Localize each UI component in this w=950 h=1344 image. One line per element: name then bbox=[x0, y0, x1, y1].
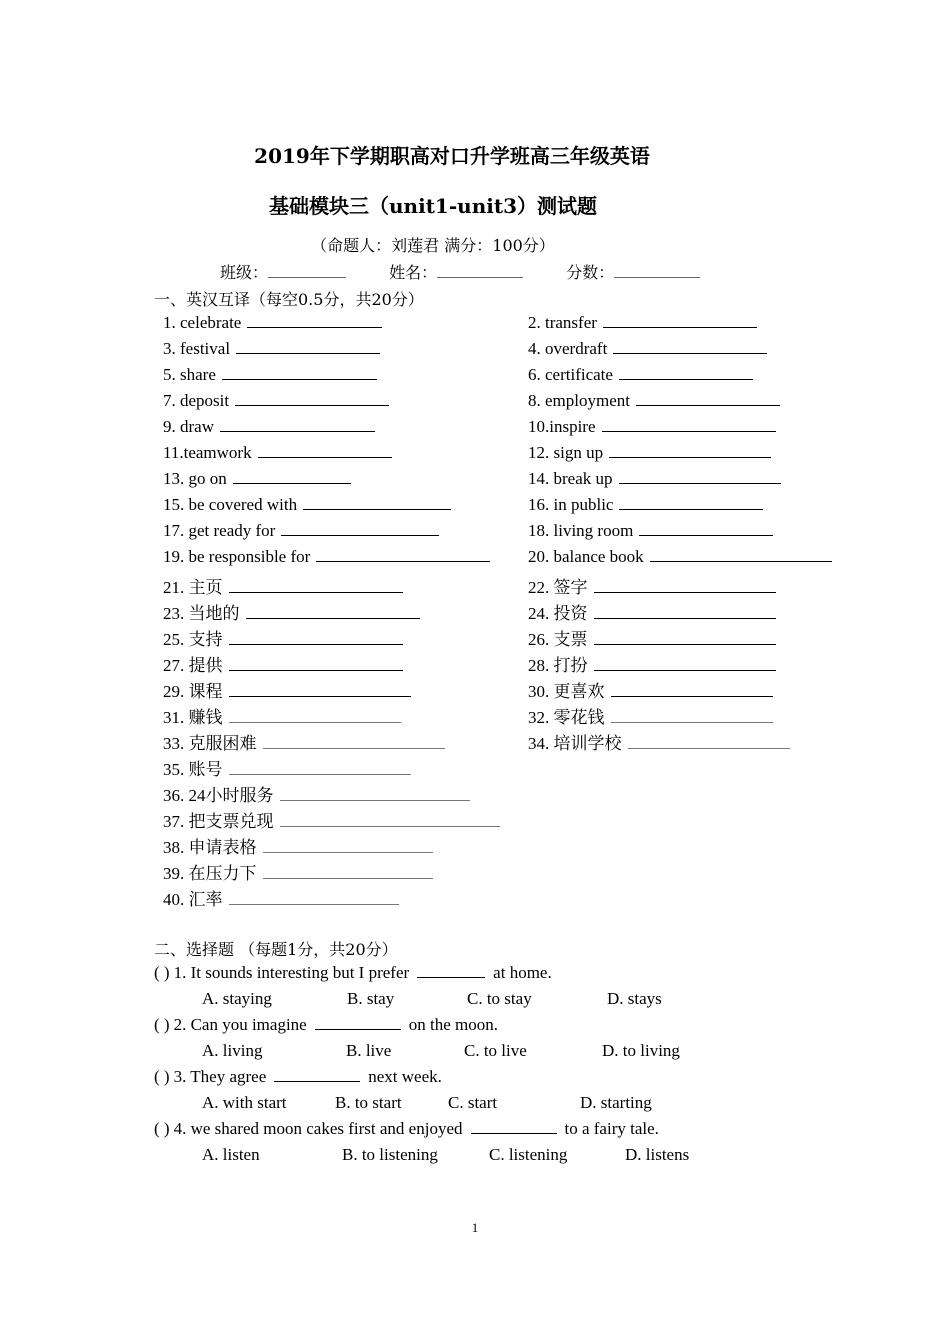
vocab-term: 1. celebrate bbox=[163, 313, 242, 332]
score-field[interactable] bbox=[614, 263, 700, 278]
vocab-item bbox=[528, 599, 776, 624]
question-text: They agree bbox=[190, 1067, 267, 1086]
vocab-item bbox=[163, 365, 377, 385]
vocab-term: 25. 支持 bbox=[163, 630, 223, 649]
vocab-term: 10.inspire bbox=[528, 417, 596, 436]
vocab-term: 20. balance book bbox=[528, 547, 644, 566]
answer-blank[interactable] bbox=[594, 658, 776, 671]
vocab-term: 14. break up bbox=[528, 469, 613, 488]
option-a[interactable]: A. listen bbox=[202, 1145, 260, 1164]
vocab-item bbox=[528, 729, 790, 754]
option-b[interactable]: B. to start bbox=[335, 1093, 402, 1112]
option-c[interactable]: C. to stay bbox=[467, 989, 532, 1008]
answer-blank[interactable] bbox=[229, 892, 399, 905]
vocab-term: 29. 课程 bbox=[163, 682, 223, 701]
vocab-term: 4. overdraft bbox=[528, 339, 608, 358]
exam-subtitle: （命题人：刘莲君 满分：100分） bbox=[311, 236, 555, 255]
answer-blank[interactable] bbox=[280, 814, 500, 827]
question-line bbox=[154, 963, 552, 983]
question-line bbox=[154, 1067, 442, 1087]
vocab-term: 3. festival bbox=[163, 339, 231, 358]
question-text-after: next week. bbox=[368, 1067, 442, 1086]
vocab-item bbox=[163, 755, 411, 780]
question-blank bbox=[417, 965, 485, 978]
vocab-item bbox=[163, 729, 445, 754]
vocab-term: 24. 投资 bbox=[528, 604, 588, 623]
page-number: 1 bbox=[471, 1220, 479, 1235]
option-c[interactable]: C. listening bbox=[489, 1145, 568, 1164]
vocab-term: 16. in public bbox=[528, 495, 614, 514]
option-a[interactable]: A. living bbox=[202, 1041, 263, 1060]
question-number: 2. bbox=[173, 1015, 187, 1034]
vocab-item bbox=[163, 443, 392, 463]
vocab-item bbox=[163, 573, 403, 598]
answer-blank[interactable] bbox=[263, 736, 445, 749]
vocab-item bbox=[163, 781, 470, 806]
vocab-term: 31. 赚钱 bbox=[163, 708, 223, 727]
vocab-term: 15. be covered with bbox=[163, 495, 298, 514]
vocab-term: 27. 提供 bbox=[163, 656, 223, 675]
vocab-item bbox=[528, 573, 776, 598]
question-number: 3. bbox=[173, 1067, 187, 1086]
vocab-item bbox=[528, 313, 757, 333]
answer-blank[interactable] bbox=[316, 549, 490, 562]
answer-blank[interactable] bbox=[263, 840, 433, 853]
vocab-item bbox=[528, 495, 763, 515]
option-d[interactable]: D. stays bbox=[607, 989, 662, 1008]
answer-blank[interactable] bbox=[619, 497, 763, 510]
option-b[interactable]: B. to listening bbox=[342, 1145, 438, 1164]
answer-blank[interactable] bbox=[229, 710, 401, 723]
option-c[interactable]: C. to live bbox=[464, 1041, 527, 1060]
vocab-term: 21. 主页 bbox=[163, 578, 223, 597]
question-blank bbox=[315, 1017, 401, 1030]
option-a[interactable]: A. with start bbox=[202, 1093, 287, 1112]
answer-blank[interactable] bbox=[613, 341, 767, 354]
answer-blank[interactable] bbox=[619, 367, 753, 380]
answer-blank[interactable] bbox=[619, 471, 781, 484]
vocab-term: 28. 打扮 bbox=[528, 656, 588, 675]
answer-paren[interactable]: ( ) bbox=[154, 1015, 170, 1034]
vocab-item bbox=[528, 651, 776, 676]
vocab-term: 12. sign up bbox=[528, 443, 604, 462]
vocab-term: 34. 培训学校 bbox=[528, 734, 622, 753]
vocab-term: 7. deposit bbox=[163, 391, 230, 410]
answer-paren[interactable]: ( ) bbox=[154, 1067, 170, 1086]
answer-blank[interactable] bbox=[263, 866, 433, 879]
vocab-term: 8. employment bbox=[528, 391, 630, 410]
vocab-item bbox=[163, 521, 439, 541]
vocab-item bbox=[528, 365, 753, 385]
answer-blank[interactable] bbox=[220, 419, 375, 432]
question-text: Can you imagine bbox=[190, 1015, 307, 1034]
answer-blank[interactable] bbox=[229, 684, 411, 697]
answer-blank[interactable] bbox=[258, 445, 392, 458]
vocab-item bbox=[528, 625, 776, 650]
question-line bbox=[154, 1015, 498, 1035]
vocab-item bbox=[163, 495, 451, 515]
vocab-term: 26. 支票 bbox=[528, 630, 588, 649]
option-b[interactable]: B. stay bbox=[347, 989, 395, 1008]
vocab-term: 33. 克服困难 bbox=[163, 734, 257, 753]
question-text-after: at home. bbox=[493, 963, 552, 982]
section2-heading: 二、选择题 （每题1分，共20分） bbox=[154, 940, 398, 959]
vocab-item bbox=[163, 547, 490, 567]
answer-blank[interactable] bbox=[636, 393, 780, 406]
vocab-term: 22. 签字 bbox=[528, 578, 588, 597]
vocab-item bbox=[528, 469, 781, 489]
question-blank bbox=[274, 1069, 360, 1082]
vocab-item bbox=[163, 625, 403, 650]
vocab-term: 17. get ready for bbox=[163, 521, 276, 540]
answer-blank[interactable] bbox=[233, 471, 351, 484]
answer-blank[interactable] bbox=[594, 580, 776, 593]
option-a[interactable]: A. staying bbox=[202, 989, 272, 1008]
option-d[interactable]: D. listens bbox=[625, 1145, 690, 1164]
class-label: 班级： bbox=[220, 263, 269, 282]
answer-blank[interactable] bbox=[602, 419, 776, 432]
vocab-term: 19. be responsible for bbox=[163, 547, 311, 566]
vocab-term: 32. 零花钱 bbox=[528, 708, 605, 727]
option-d[interactable]: D. to living bbox=[602, 1041, 680, 1060]
vocab-term: 35. 账号 bbox=[163, 760, 223, 779]
vocab-term: 30. 更喜欢 bbox=[528, 682, 605, 701]
vocab-item bbox=[163, 313, 382, 333]
vocab-item bbox=[163, 833, 433, 858]
vocab-item bbox=[163, 339, 380, 359]
vocab-item bbox=[163, 807, 500, 832]
answer-blank[interactable] bbox=[594, 606, 776, 619]
option-c[interactable]: C. start bbox=[448, 1093, 498, 1112]
answer-blank[interactable] bbox=[229, 632, 403, 645]
answer-blank[interactable] bbox=[247, 315, 382, 328]
answer-blank[interactable] bbox=[229, 580, 403, 593]
answer-blank[interactable] bbox=[229, 658, 403, 671]
answer-blank[interactable] bbox=[246, 606, 420, 619]
vocab-item bbox=[163, 469, 351, 489]
exam-title-line2: 基础模块三（unit1-unit3）测试题 bbox=[269, 194, 597, 218]
vocab-term: 37. 把支票兑现 bbox=[163, 812, 274, 831]
answer-blank[interactable] bbox=[611, 684, 773, 697]
vocab-term: 18. living room bbox=[528, 521, 634, 540]
vocab-term: 36. 24小时服务 bbox=[163, 786, 274, 805]
question-blank bbox=[471, 1121, 557, 1134]
option-b[interactable]: B. live bbox=[346, 1041, 392, 1060]
vocab-item bbox=[528, 677, 773, 702]
vocab-item bbox=[528, 703, 773, 728]
vocab-term: 2. transfer bbox=[528, 313, 597, 332]
question-text-after: on the moon. bbox=[408, 1015, 498, 1034]
vocab-item bbox=[528, 547, 832, 567]
vocab-item bbox=[528, 417, 776, 437]
class-field[interactable] bbox=[268, 263, 346, 278]
vocab-item bbox=[528, 443, 771, 463]
option-d[interactable]: D. starting bbox=[580, 1093, 652, 1112]
vocab-item bbox=[163, 599, 420, 624]
answer-blank[interactable] bbox=[222, 367, 377, 380]
vocab-item bbox=[163, 391, 389, 411]
vocab-item bbox=[163, 417, 375, 437]
question-text: we shared moon cakes first and enjoyed bbox=[190, 1119, 463, 1138]
vocab-item bbox=[163, 703, 401, 728]
answer-blank[interactable] bbox=[628, 736, 790, 749]
vocab-item bbox=[163, 677, 411, 702]
answer-blank[interactable] bbox=[639, 523, 773, 536]
section1-heading: 一、英汉互译（每空0.5分，共20分） bbox=[154, 290, 424, 309]
question-number: 1. bbox=[173, 963, 187, 982]
answer-blank[interactable] bbox=[650, 549, 832, 562]
answer-blank[interactable] bbox=[281, 523, 439, 536]
vocab-item bbox=[163, 651, 403, 676]
vocab-item bbox=[528, 521, 773, 541]
answer-blank[interactable] bbox=[229, 762, 411, 775]
question-text-after: to a fairy tale. bbox=[564, 1119, 659, 1138]
vocab-item bbox=[528, 391, 780, 411]
exam-title-line1: 2019年下学期职高对口升学班高三年级英语 bbox=[254, 144, 650, 168]
answer-blank[interactable] bbox=[611, 710, 773, 723]
vocab-term: 40. 汇率 bbox=[163, 890, 223, 909]
score-label: 分数： bbox=[566, 263, 615, 282]
vocab-term: 5. share bbox=[163, 365, 216, 384]
student-info-row bbox=[220, 260, 700, 283]
question-line bbox=[154, 1119, 659, 1139]
answer-blank[interactable] bbox=[235, 393, 389, 406]
vocab-term: 6. certificate bbox=[528, 365, 613, 384]
answer-paren[interactable]: ( ) bbox=[154, 963, 170, 982]
answer-blank[interactable] bbox=[236, 341, 380, 354]
vocab-item bbox=[528, 339, 767, 359]
vocab-item bbox=[163, 859, 433, 884]
answer-blank[interactable] bbox=[603, 315, 757, 328]
answer-paren[interactable]: ( ) bbox=[154, 1119, 170, 1138]
answer-blank[interactable] bbox=[280, 788, 470, 801]
vocab-term: 13. go on bbox=[163, 469, 227, 488]
question-text: It sounds interesting but I prefer bbox=[190, 963, 410, 982]
name-label: 姓名： bbox=[389, 263, 438, 282]
vocab-term: 39. 在压力下 bbox=[163, 864, 257, 883]
name-field[interactable] bbox=[437, 263, 523, 278]
vocab-term: 9. draw bbox=[163, 417, 214, 436]
question-number: 4. bbox=[173, 1119, 187, 1138]
answer-blank[interactable] bbox=[303, 497, 451, 510]
answer-blank[interactable] bbox=[609, 445, 771, 458]
vocab-item bbox=[163, 885, 399, 910]
vocab-term: 23. 当地的 bbox=[163, 604, 240, 623]
vocab-term: 38. 申请表格 bbox=[163, 838, 257, 857]
vocab-term: 11.teamwork bbox=[163, 443, 252, 462]
answer-blank[interactable] bbox=[594, 632, 776, 645]
